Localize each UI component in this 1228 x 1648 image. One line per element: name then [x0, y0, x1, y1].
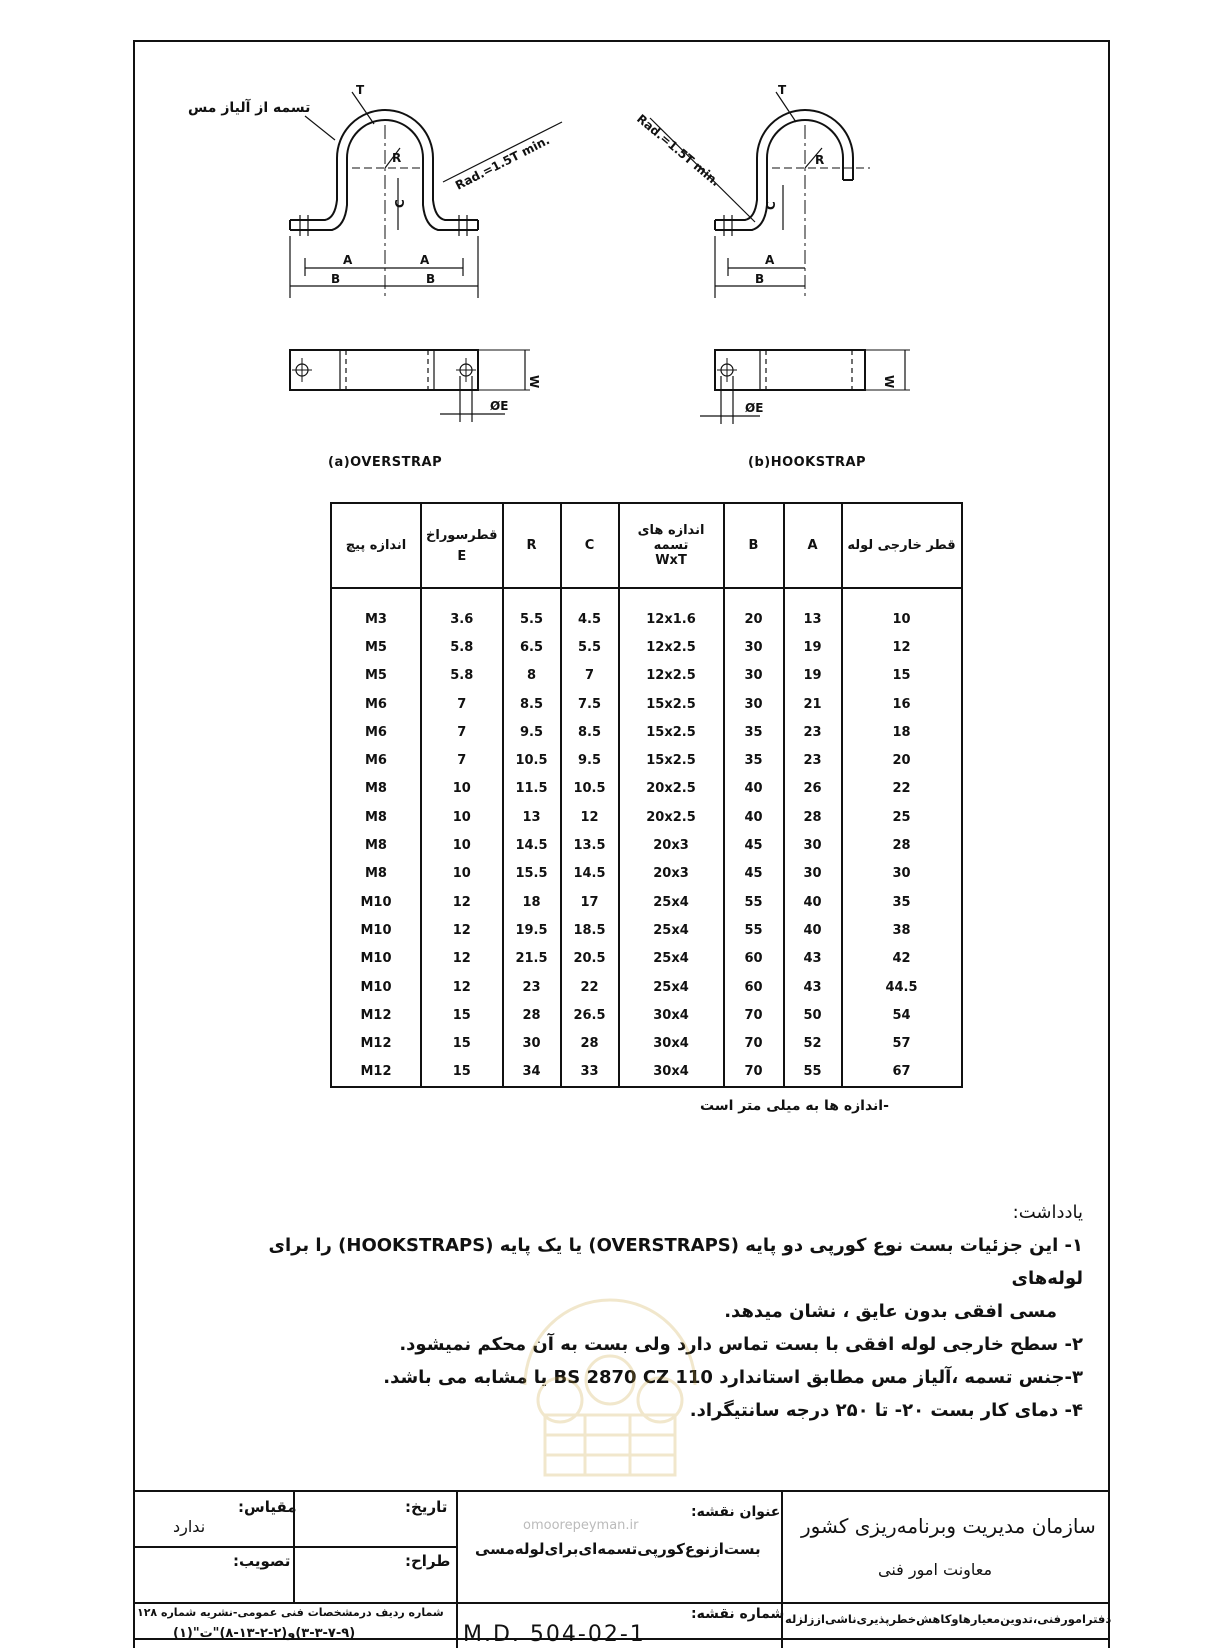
table-cell: 40	[784, 916, 842, 944]
header-a: A	[784, 503, 842, 588]
table-cell: 15	[421, 1058, 503, 1087]
table-cell: 12	[421, 916, 503, 944]
table-cell: 20x2.5	[619, 803, 724, 831]
table-cell: 18	[503, 888, 561, 916]
header-hole-bottom: E	[457, 548, 467, 564]
table-cell: 19.5	[503, 916, 561, 944]
table-cell: 10	[421, 803, 503, 831]
table-cell: 13	[784, 588, 842, 633]
material-note: تسمه از آلیاز مس	[188, 100, 311, 116]
table-cell: M8	[331, 803, 421, 831]
table-row	[331, 860, 962, 888]
table-cell: 17	[561, 888, 619, 916]
table-body	[331, 588, 962, 1087]
table-cell: 7	[421, 718, 503, 746]
table-cell: 12x1.6	[619, 588, 724, 633]
scale-label: مقیاس:	[238, 1498, 297, 1516]
table-cell: 35	[724, 746, 784, 774]
table-cell: 35	[724, 718, 784, 746]
table-cell: 12	[421, 973, 503, 1001]
table-cell: 67	[842, 1058, 962, 1087]
table-cell: 7	[561, 662, 619, 690]
table-cell: 10.5	[561, 775, 619, 803]
table-cell: 30	[724, 662, 784, 690]
table-cell: 38	[842, 916, 962, 944]
ref-line-2: (۳-۳-۷-۹)و(۲-۲-۱۳-۸)"ت"(۱)	[173, 1626, 356, 1641]
drawing-title: بست‌ازنوع‌کورپی‌تسمه‌ای‌برای‌لوله‌مسی	[475, 1540, 761, 1558]
table-cell: 50	[784, 1001, 842, 1029]
table-cell: 8.5	[503, 690, 561, 718]
table-cell: 55	[784, 1058, 842, 1087]
table-row	[331, 718, 962, 746]
table-row	[331, 1058, 962, 1087]
table-cell: 55	[724, 888, 784, 916]
table-cell: M10	[331, 973, 421, 1001]
table-cell: 6.5	[503, 633, 561, 661]
table-cell: M12	[331, 1058, 421, 1087]
table-cell: 7	[421, 690, 503, 718]
table-cell: 5.8	[421, 662, 503, 690]
table-row	[331, 1029, 962, 1057]
header-hole	[421, 503, 503, 588]
table-cell: 9.5	[503, 718, 561, 746]
table-cell: M6	[331, 690, 421, 718]
table-cell: 12	[561, 803, 619, 831]
table-cell: 30	[784, 831, 842, 859]
over-dim-e: ØE	[490, 399, 509, 413]
table-cell: 23	[784, 746, 842, 774]
table-cell: 19	[784, 662, 842, 690]
table-cell: 70	[724, 1058, 784, 1087]
table-cell: 20x2.5	[619, 775, 724, 803]
table-cell: 42	[842, 945, 962, 973]
table-cell: 30x4	[619, 1029, 724, 1057]
table-row	[331, 1001, 962, 1029]
table-cell: 23	[784, 718, 842, 746]
table-cell: 34	[503, 1058, 561, 1087]
note-4: ۴- دمای کار بست ۲۰- تا ۲۵۰ درجه سانتیگراد.	[689, 1400, 1083, 1421]
table-cell: 40	[784, 888, 842, 916]
org-name: سازمان مدیریت وبرنامه‌ریزی کشور	[801, 1514, 1096, 1538]
table-cell: M12	[331, 1001, 421, 1029]
table-cell: 20	[724, 588, 784, 633]
dimension-table	[330, 502, 963, 1088]
note-3: ۳-جنس تسمه ،آلیاز مس مطابق استاندارد BS 2870 CZ 110 یا مشابه می باشد.	[383, 1367, 1083, 1388]
table-cell: 45	[724, 860, 784, 888]
table-cell: 13	[503, 803, 561, 831]
table-cell: 5.8	[421, 633, 503, 661]
hook-dim-b: B	[755, 272, 765, 286]
table-cell: 4.5	[561, 588, 619, 633]
table-cell: 10.5	[503, 746, 561, 774]
table-cell: M10	[331, 916, 421, 944]
table-cell: 43	[784, 973, 842, 1001]
title-block	[133, 1490, 1110, 1648]
units-note: -اندازه ها به میلی متر است	[700, 1098, 889, 1114]
table-cell: 54	[842, 1001, 962, 1029]
table-cell: 28	[503, 1001, 561, 1029]
over-dim-a2: A	[420, 253, 430, 267]
header-c: C	[561, 503, 619, 588]
table-row	[331, 831, 962, 859]
table-cell: 44.5	[842, 973, 962, 1001]
table-cell: 15x2.5	[619, 690, 724, 718]
table-cell: 7.5	[561, 690, 619, 718]
table-cell: 70	[724, 1001, 784, 1029]
table-cell: 25x4	[619, 973, 724, 1001]
table-cell: 40	[724, 803, 784, 831]
table-row	[331, 803, 962, 831]
table-cell: 10	[421, 775, 503, 803]
table-cell: 45	[724, 831, 784, 859]
table-cell: M12	[331, 1029, 421, 1057]
table-cell: 15x2.5	[619, 746, 724, 774]
table-cell: 28	[842, 831, 962, 859]
table-cell: M5	[331, 662, 421, 690]
table-cell: 43	[784, 945, 842, 973]
scale-value: ندارد	[173, 1517, 206, 1536]
table-cell: 10	[842, 588, 962, 633]
hook-radius-note: Rad.=1.5T min.	[634, 111, 723, 190]
table-cell: 20	[842, 746, 962, 774]
office-name: دفترامورفنی،تدوین‌معیارهاوکاهش‌خطرپذیری‌ناشی‌اززلزله	[785, 1612, 1112, 1626]
header-od-text: قطر خارجی لوله	[847, 538, 956, 553]
table-cell: 21.5	[503, 945, 561, 973]
table-cell: 20x3	[619, 831, 724, 859]
hook-dim-w: W	[882, 375, 896, 389]
table-cell: 70	[724, 1029, 784, 1057]
table-cell: M8	[331, 775, 421, 803]
table-cell: 25x4	[619, 945, 724, 973]
over-dim-a1: A	[343, 253, 353, 267]
table-cell: 19	[784, 633, 842, 661]
header-b: B	[724, 503, 784, 588]
header-bolt-text: اندازه پیچ	[345, 538, 407, 553]
table-cell: 12	[421, 888, 503, 916]
table-cell: 14.5	[503, 831, 561, 859]
drawing-number-label: شماره نقشه:	[691, 1606, 785, 1622]
table-cell: 5.5	[561, 633, 619, 661]
note-1: ۱- این جزئیات بست نوع کورپی دو پایه (OVERSTRAPS) یا یک پایه (HOOKSTRAPS) را برای لوله‌های	[268, 1235, 1083, 1289]
ref-line-1: شماره ردیف درمشخصات فنی عمومی-نشریه شماره ۱۲۸	[137, 1606, 444, 1619]
table-cell: M10	[331, 945, 421, 973]
table-row	[331, 746, 962, 774]
table-cell: M5	[331, 633, 421, 661]
strap-drawings	[0, 0, 1228, 480]
table-cell: 14.5	[561, 860, 619, 888]
header-od	[842, 503, 962, 588]
table-cell: 28	[784, 803, 842, 831]
hook-dim-r: R	[815, 153, 825, 167]
table-cell: 12x2.5	[619, 662, 724, 690]
table-cell: 23	[503, 973, 561, 1001]
table-row	[331, 775, 962, 803]
hook-dim-c: C	[764, 201, 778, 210]
table-cell: 26	[784, 775, 842, 803]
table-cell: 16	[842, 690, 962, 718]
header-strap-bottom: WxT	[655, 553, 687, 568]
table-cell: 25x4	[619, 888, 724, 916]
table-cell: 18.5	[561, 916, 619, 944]
overstrap-caption: (a)OVERSTRAP	[328, 455, 443, 470]
table-cell: 22	[842, 775, 962, 803]
table-cell: 13.5	[561, 831, 619, 859]
watermark-text: omoorepeyman.ir	[523, 1518, 639, 1533]
table-row	[331, 916, 962, 944]
table-cell: 12	[842, 633, 962, 661]
hook-dim-a: A	[765, 253, 775, 267]
note-2: ۲- سطح خارجی لوله افقی با بست تماس دارد ولی بست به آن محکم نمیشود.	[399, 1334, 1083, 1355]
table-cell: 15	[842, 662, 962, 690]
table-cell: 26.5	[561, 1001, 619, 1029]
table-cell: 15.5	[503, 860, 561, 888]
hook-dim-e: ØE	[745, 401, 764, 415]
table-cell: 8.5	[561, 718, 619, 746]
table-cell: 10	[421, 860, 503, 888]
table-row	[331, 633, 962, 661]
over-dim-t: T	[356, 83, 365, 97]
note-1-continued: مسی افقی بدون عایق ، نشان میدهد.	[724, 1301, 1057, 1322]
drawing-title-label: عنوان نقشه:	[691, 1504, 781, 1520]
hook-dim-t: T	[778, 83, 787, 97]
table-cell: 11.5	[503, 775, 561, 803]
table-cell: 57	[842, 1029, 962, 1057]
table-cell: 40	[724, 775, 784, 803]
table-cell: 20x3	[619, 860, 724, 888]
header-r: R	[503, 503, 561, 588]
table-row	[331, 690, 962, 718]
header-strap	[619, 503, 724, 588]
table-cell: M3	[331, 588, 421, 633]
table-cell: 55	[724, 916, 784, 944]
table-cell: M6	[331, 718, 421, 746]
table-cell: 9.5	[561, 746, 619, 774]
table-cell: 30	[503, 1029, 561, 1057]
table-cell: 12x2.5	[619, 633, 724, 661]
table-cell: 12	[421, 945, 503, 973]
table-cell: 33	[561, 1058, 619, 1087]
designer-label: طراح:	[405, 1552, 451, 1570]
table-cell: 52	[784, 1029, 842, 1057]
table-header-row	[331, 503, 962, 588]
notes-section	[223, 1196, 1083, 1427]
table-cell: 30	[784, 860, 842, 888]
table-cell: M10	[331, 888, 421, 916]
table-cell: 7	[421, 746, 503, 774]
table-cell: 18	[842, 718, 962, 746]
table-cell: 15	[421, 1029, 503, 1057]
over-dim-b1: B	[331, 272, 341, 286]
table-cell: 60	[724, 945, 784, 973]
over-dim-c: C	[393, 199, 407, 208]
table-row	[331, 945, 962, 973]
header-hole-top: قطرسوراخ	[426, 527, 498, 543]
over-dim-r: R	[392, 151, 402, 165]
table-cell: 35	[842, 888, 962, 916]
table-cell: 30x4	[619, 1058, 724, 1087]
table-cell: 60	[724, 973, 784, 1001]
drawing-number: M.D. 504-02-1	[463, 1622, 646, 1647]
header-strap-mid: تسمه	[653, 538, 689, 553]
table-cell: 21	[784, 690, 842, 718]
table-cell: 3.6	[421, 588, 503, 633]
over-dim-b2: B	[426, 272, 436, 286]
table-cell: 10	[421, 831, 503, 859]
table-cell: 30	[724, 690, 784, 718]
table-row	[331, 888, 962, 916]
table-cell: 15	[421, 1001, 503, 1029]
table-cell: 28	[561, 1029, 619, 1057]
table-cell: 25x4	[619, 916, 724, 944]
header-strap-top: اندازه های	[637, 523, 705, 538]
table-cell: 25	[842, 803, 962, 831]
over-dim-w: W	[527, 375, 541, 389]
deputy-name: معاونت امور فنی	[878, 1560, 993, 1579]
table-cell: M8	[331, 831, 421, 859]
notes-heading: یادداشت:	[1012, 1202, 1083, 1223]
header-bolt	[331, 503, 421, 588]
approval-label: تصویب:	[233, 1552, 291, 1570]
table-row	[331, 662, 962, 690]
table-cell: M6	[331, 746, 421, 774]
table-cell: M8	[331, 860, 421, 888]
table-row	[331, 973, 962, 1001]
hookstrap-caption: (b)HOOKSTRAP	[748, 455, 867, 470]
table-cell: 20.5	[561, 945, 619, 973]
table-cell: 30	[842, 860, 962, 888]
table-cell: 5.5	[503, 588, 561, 633]
table-cell: 15x2.5	[619, 718, 724, 746]
table-cell: 30x4	[619, 1001, 724, 1029]
table-cell: 8	[503, 662, 561, 690]
over-radius-note: Rad.=1.5T min.	[453, 133, 552, 193]
table-cell: 22	[561, 973, 619, 1001]
table-cell: 30	[724, 633, 784, 661]
table-row	[331, 588, 962, 633]
date-label: تاریخ:	[405, 1498, 448, 1516]
